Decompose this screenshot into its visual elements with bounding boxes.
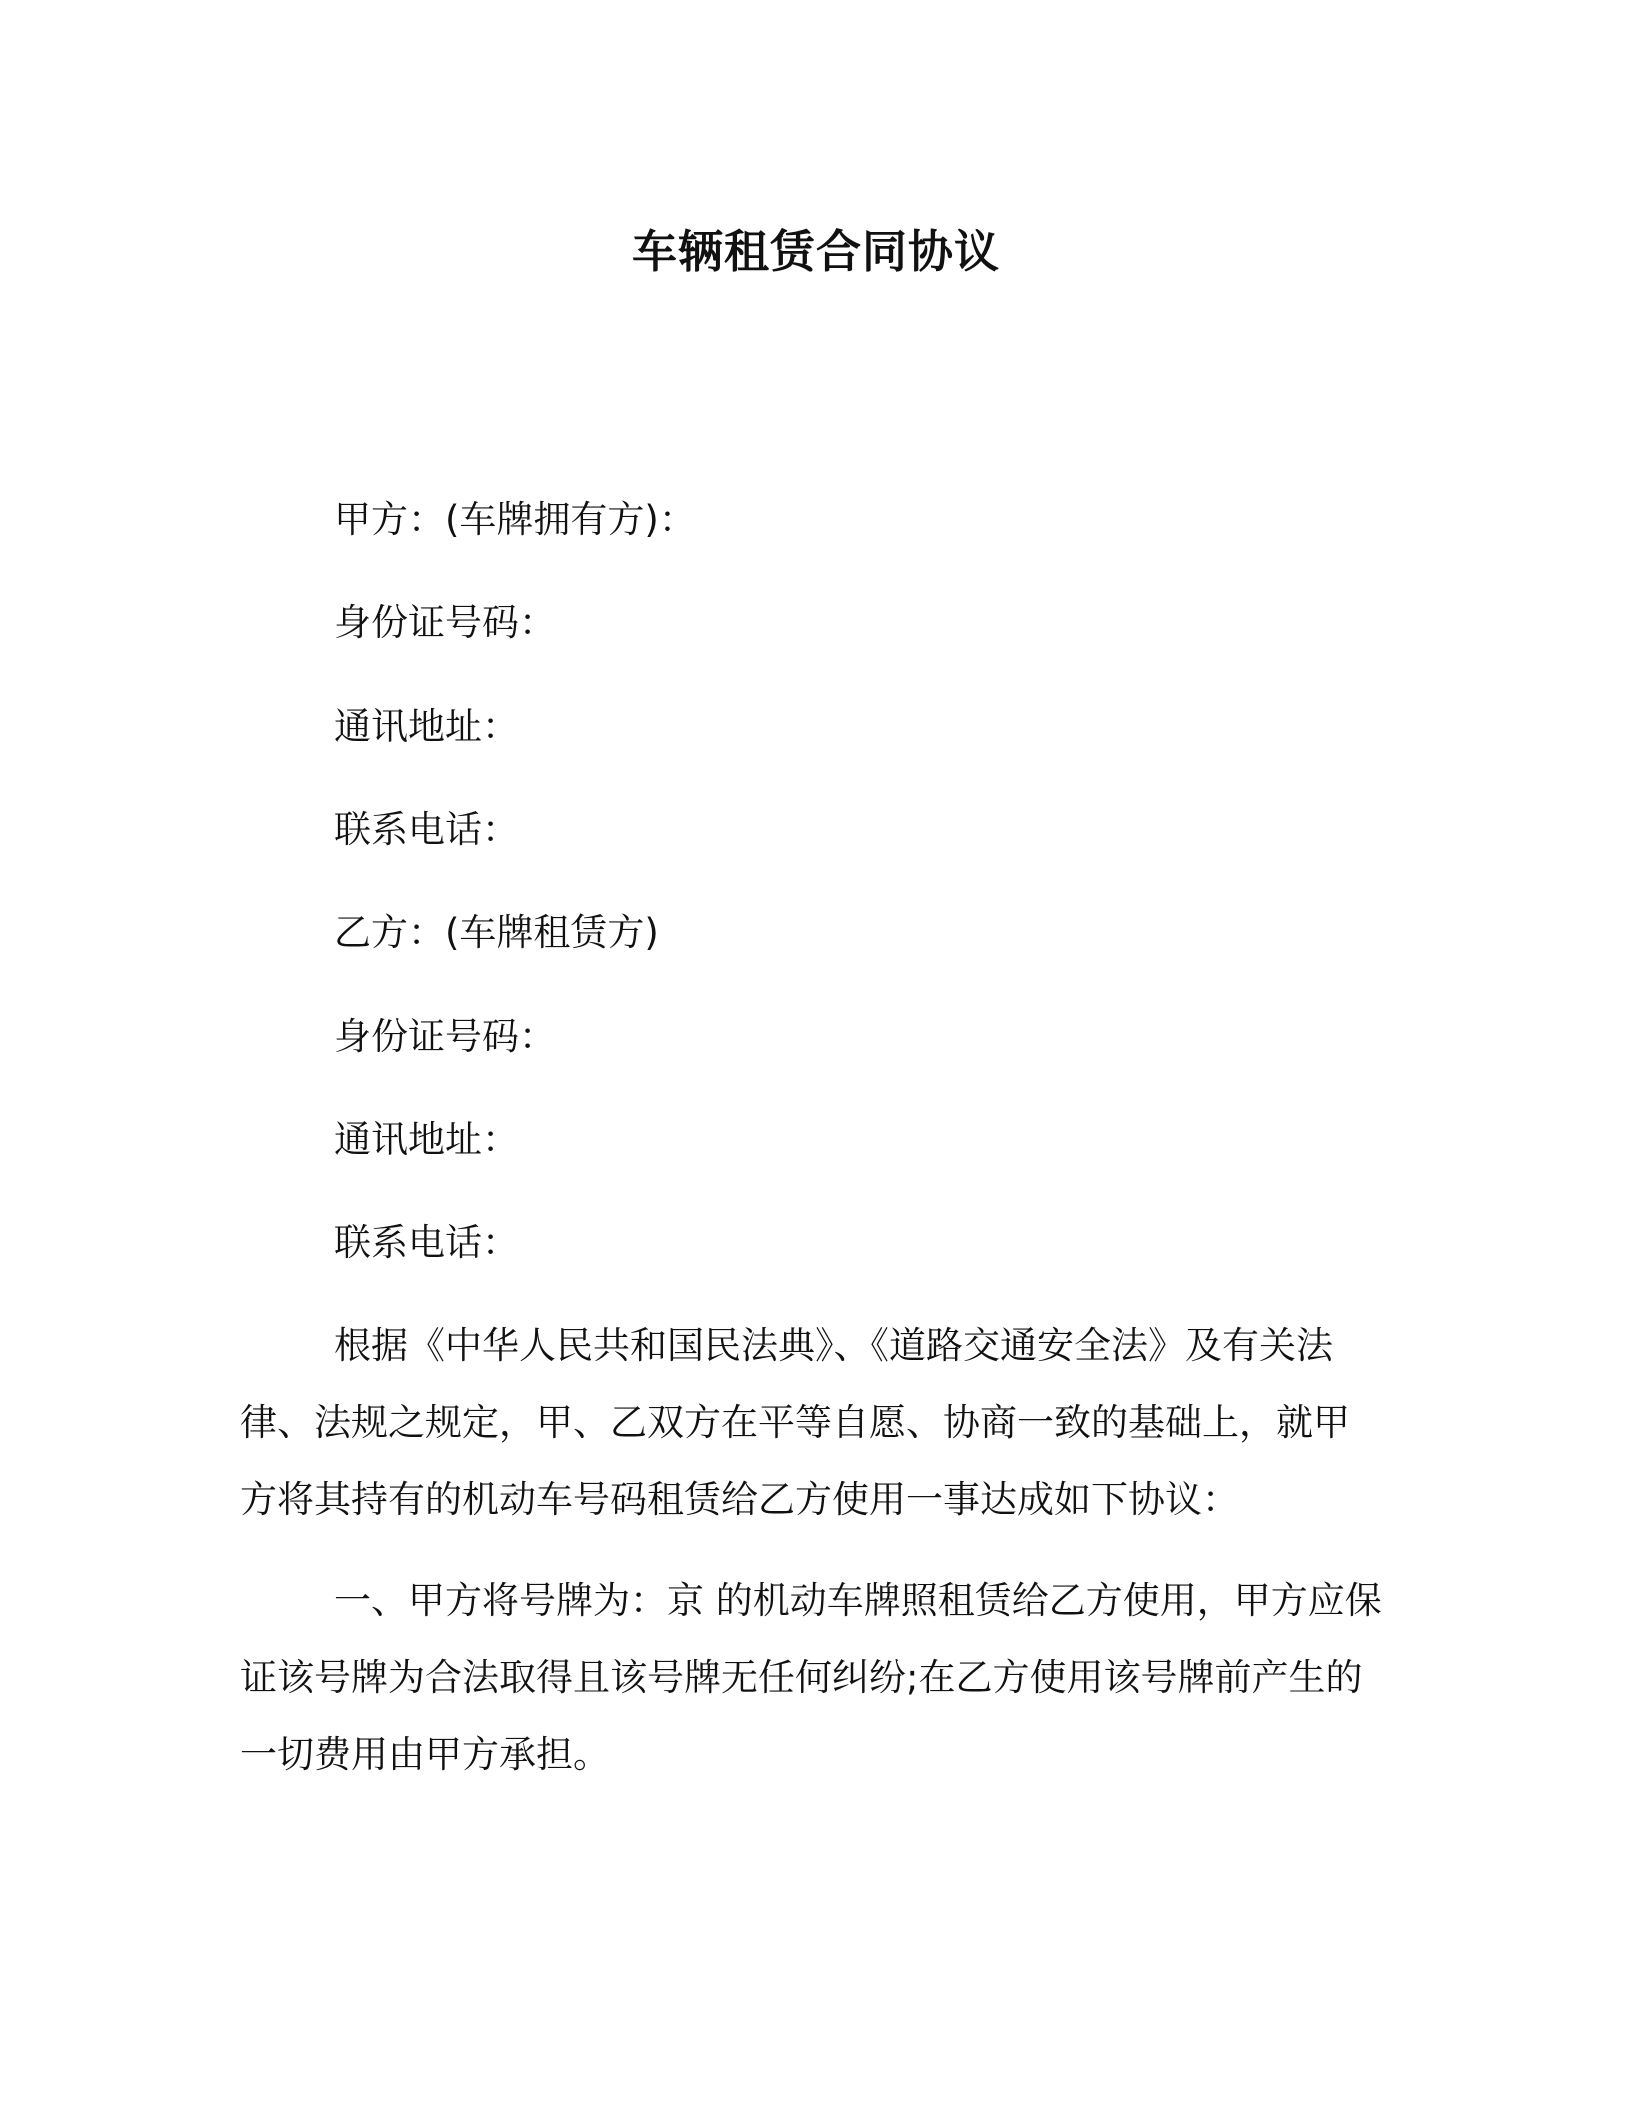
party-b-phone-label: 联系电话： — [334, 1221, 519, 1264]
preamble-line: 根据《中华人民共和国民法典》、《道路交通安全法》及有关法 — [334, 1324, 1333, 1367]
party-b-id-number-label: 身份证号码： — [334, 1015, 556, 1058]
document-title: 车辆租赁合同协议 — [631, 225, 1000, 278]
party-a-phone-label: 联系电话： — [334, 808, 519, 851]
preamble-line: 方将其持有的机动车号码租赁给乙方使用一事达成如下协议： — [240, 1478, 1239, 1521]
clause-one-line: 证该号牌为合法取得且该号牌无任何纠纷;在乙方使用该号牌前产生的 — [240, 1656, 1363, 1699]
party-a-id-number-label: 身份证号码： — [334, 601, 556, 644]
clause-one-paragraph — [240, 1562, 1390, 1793]
clause-one-line: 一、甲方将号牌为：京 的机动车牌照租赁给乙方使用，甲方应保 — [334, 1579, 1382, 1622]
preamble-paragraph — [240, 1307, 1390, 1538]
preamble-line: 律、法规之规定，甲、乙双方在平等自愿、协商一致的基础上，就甲 — [240, 1401, 1350, 1444]
party-a-heading: 甲方：(车牌拥有方)： — [334, 498, 696, 541]
party-a-address-label: 通讯地址： — [334, 705, 519, 748]
party-b-address-label: 通讯地址： — [334, 1118, 519, 1161]
clause-one-line: 一切费用由甲方承担。 — [240, 1733, 610, 1776]
party-b-heading: 乙方：(车牌租赁方) — [334, 911, 659, 954]
